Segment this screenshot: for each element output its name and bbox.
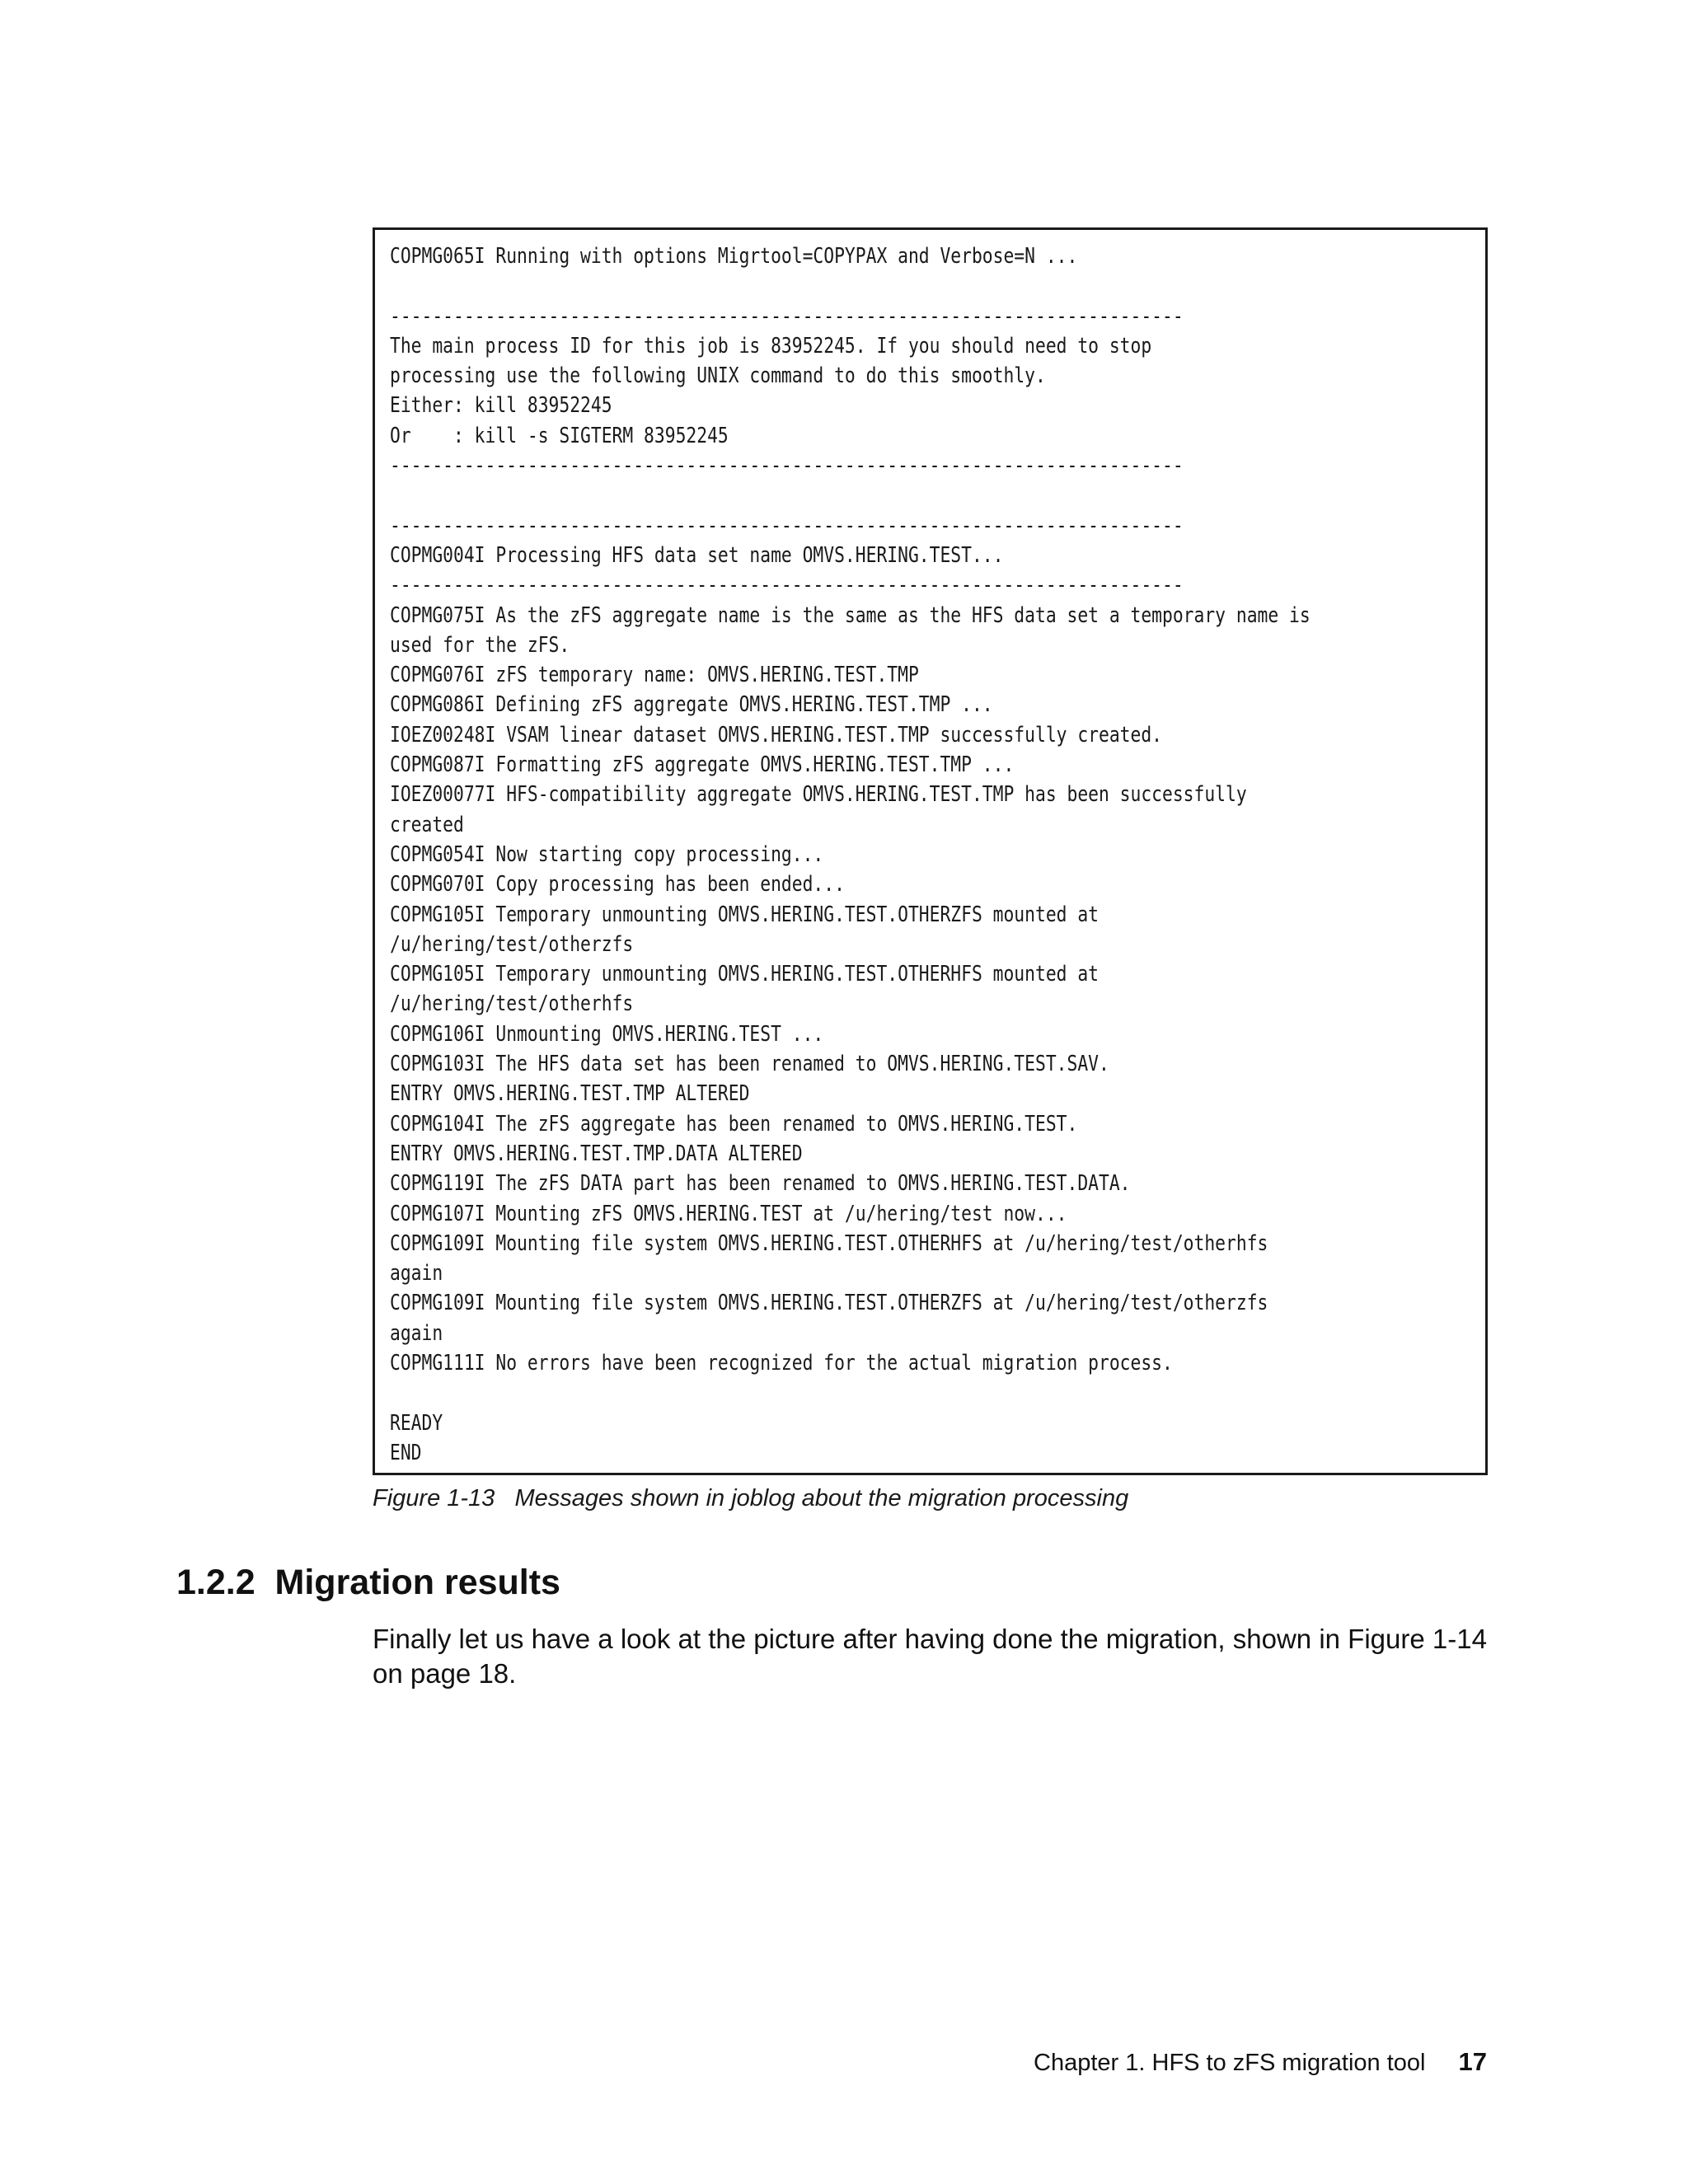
footer-chapter-title: Chapter 1. HFS to zFS migration tool — [1034, 2050, 1426, 2076]
joblog-line: COPMG105I Temporary unmounting OMVS.HERING.TEST.OTHERHFS mounted at — [390, 962, 1100, 987]
joblog-line: --------------------------------------------------------------------------- — [390, 513, 1184, 538]
joblog-line: Either: kill 83952245 — [390, 393, 612, 419]
page-footer — [1034, 2047, 1487, 2077]
joblog-line: COPMG103I The HFS data set has been renamed to OMVS.HERING.TEST.SAV. — [390, 1052, 1109, 1077]
joblog-line: COPMG104I The zFS aggregate has been renamed to OMVS.HERING.TEST. — [390, 1111, 1078, 1137]
joblog-line: COPMG076I zFS temporary name: OMVS.HERING.TEST.TMP — [390, 663, 919, 688]
joblog-figure-box — [373, 227, 1488, 1475]
joblog-line: END — [390, 1440, 422, 1465]
joblog-line: COPMG075I As the zFS aggregate name is the same as the HFS data set a temporary name is — [390, 602, 1311, 628]
joblog-line: READY — [390, 1410, 443, 1436]
joblog-line: COPMG086I Defining zFS aggregate OMVS.HERING.TEST.TMP ... — [390, 692, 993, 718]
joblog-line — [390, 1378, 1288, 1408]
section-heading: 1.2.2 Migration results — [176, 1563, 560, 1602]
figure-caption: Figure 1-13 Messages shown in joblog about the migration processing — [373, 1485, 1129, 1511]
body-line: on page 18. — [373, 1658, 517, 1689]
body-paragraph — [373, 1622, 1502, 1691]
joblog-line: COPMG106I Unmounting OMVS.HERING.TEST ... — [390, 1021, 824, 1047]
joblog-line: ENTRY OMVS.HERING.TEST.TMP ALTERED — [390, 1081, 750, 1107]
joblog-line: COPMG065I Running with options Migrtool=COPYPAX and Verbose=N ... — [390, 244, 1078, 269]
joblog-line: The main process ID for this job is 83952245. If you should need to stop — [390, 333, 1152, 359]
page-number: 17 — [1458, 2047, 1487, 2076]
joblog-line: Or : kill -s SIGTERM 83952245 — [390, 423, 729, 448]
joblog-line: COPMG119I The zFS DATA part has been renamed to OMVS.HERING.TEST.DATA. — [390, 1171, 1131, 1197]
joblog-line: --------------------------------------------------------------------------- — [390, 303, 1184, 329]
joblog-line — [390, 480, 1288, 510]
joblog-line: COPMG004I Processing HFS data set name OMVS.HERING.TEST... — [390, 542, 1004, 568]
joblog-line: IOEZ00077I HFS-compatibility aggregate OMVS.HERING.TEST.TMP has been successfully — [390, 782, 1247, 808]
joblog-line: COPMG105I Temporary unmounting OMVS.HERING.TEST.OTHERZFS mounted at — [390, 902, 1100, 927]
joblog-line: COPMG107I Mounting zFS OMVS.HERING.TEST at /u/hering/test now... — [390, 1201, 1067, 1226]
joblog-line — [390, 271, 1288, 301]
body-line: Finally let us have a look at the picture after having done the migration, shown in Figure 1-14 — [373, 1624, 1487, 1654]
joblog-line: COPMG070I Copy processing has been ended... — [390, 872, 845, 898]
joblog-line: again — [390, 1320, 443, 1346]
joblog-line: processing use the following UNIX command to do this smoothly. — [390, 363, 1046, 389]
joblog-line: --------------------------------------------------------------------------- — [390, 573, 1184, 598]
joblog-line: COPMG109I Mounting file system OMVS.HERING.TEST.OTHERZFS at /u/hering/test/otherzfs — [390, 1291, 1268, 1316]
joblog-line: again — [390, 1261, 443, 1286]
joblog-line: COPMG109I Mounting file system OMVS.HERING.TEST.OTHERHFS at /u/hering/test/otherhfs — [390, 1230, 1268, 1256]
joblog-line: /u/hering/test/otherhfs — [390, 991, 634, 1017]
joblog-line: IOEZ00248I VSAM linear dataset OMVS.HERING.TEST.TMP successfully created. — [390, 722, 1163, 748]
joblog-line: used for the zFS. — [390, 632, 570, 658]
joblog-line: --------------------------------------------------------------------------- — [390, 453, 1184, 479]
joblog-line: /u/hering/test/otherzfs — [390, 931, 634, 957]
joblog-line: COPMG054I Now starting copy processing... — [390, 841, 824, 867]
joblog-line: COPMG087I Formatting zFS aggregate OMVS.HERING.TEST.TMP ... — [390, 752, 1015, 778]
joblog-line: ENTRY OMVS.HERING.TEST.TMP.DATA ALTERED — [390, 1141, 803, 1166]
joblog-line: COPMG111I No errors have been recognized for the actual migration process. — [390, 1350, 1173, 1376]
joblog-line: created — [390, 812, 464, 837]
